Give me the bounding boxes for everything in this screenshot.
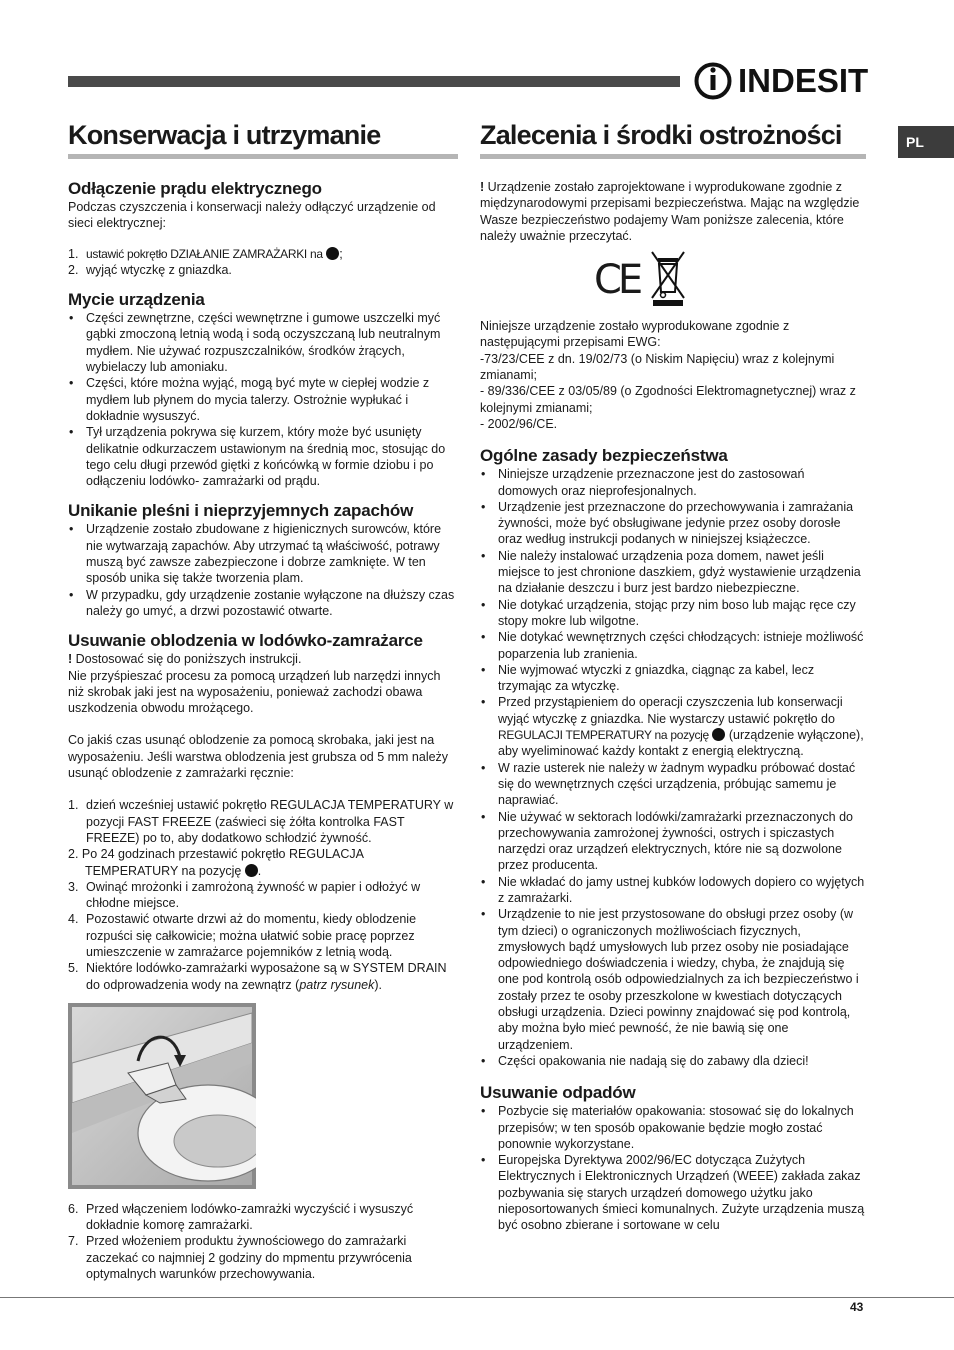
disposal-list: [480, 1103, 866, 1233]
list-item: • W razie usterek nie należy w żadnym wypadku próbować dostać się do wewnętrznych części urządzenia, próbując samemu je naprawiać.: [480, 760, 866, 809]
left-column: [68, 118, 458, 1282]
footer-divider: [0, 1297, 954, 1298]
directive-line: -73/23/CEE z dn. 19/02/73 (o Niskim Napięciu) wraz z kolejnymi zmianami;: [480, 351, 835, 383]
drain-system-illustration: [68, 1003, 256, 1189]
defrost-steps: [68, 797, 458, 846]
weee-bin-icon: [650, 250, 686, 308]
defrost-p2: Co jakiś czas usunąć oblodzenie za pomocą skrobaka, jaki jest na wyposażeniu. Jeśli warstwa oblodzenia jest grubsza od 5 mm należy usunąć oblodzenie z zamrażarki ręcznie:: [68, 733, 449, 781]
directive-line: Niniejsze urządzenie zostało wyprodukowane zgodnie z następującymi przepisami EWG:: [480, 319, 790, 350]
ce-mark-icon: CE: [594, 257, 640, 304]
defrost-steps-cont: [68, 879, 458, 993]
list-item: 7. Przed włożeniem produktu żywnościowego do zamrażarki zaczekać co najmniej 2 godziny do mpmentu przywrócenia optymalnych warunków przechowywania.: [68, 1234, 412, 1282]
language-tab: PL: [898, 126, 954, 158]
left-title: Konserwacja i utrzymanie: [68, 118, 458, 159]
list-item: • Nie dotykać wewnętrznych części chłodzących: istnieje możliwość poparzenia lub zranienia.: [480, 629, 866, 662]
list-item: 3. Owinąć mrożonki i zamrożoną żywność w papier i odłożyć w chłodne miejsce.: [68, 879, 421, 911]
right-title: Zalecenia i środki ostrożności: [480, 118, 866, 159]
defrost-steps-final: [68, 1201, 458, 1282]
heading-mould: Unikanie pleśni i nieprzyjemnych zapachów: [68, 501, 414, 521]
list-item: • Niniejsze urządzenie przeznaczone jest do zastosowań domowych oraz nieprofesjonalnych.: [480, 466, 866, 499]
defrost-warning: ! Dostosować się do poniższych instrukcji.: [68, 652, 302, 667]
list-item: • Części opakowania nie nadają się do zabawy dla dzieci!: [480, 1053, 866, 1069]
right-column: [480, 118, 866, 1234]
cleaning-list: [68, 310, 458, 489]
list-item: 1. ustawić pokrętło DZIAŁANIE ZAMRAŻARKI na ;: [68, 246, 343, 261]
brand-logo: [694, 60, 870, 102]
heading-defrost: Usuwanie oblodzenia w lodówko-zamrażarce: [68, 631, 423, 651]
list-item: • W przypadku, gdy urządzenie zostanie wyłączone na dłuższy czas należy go umyć, a drzwi pozostawić otwarte.: [68, 587, 458, 620]
list-item: • Części zewnętrzne, części wewnętrzne i gumowe uszczelki myć gąbki zmoczoną letnią wodą i sodą oczyszczaną lub neutralnym mydłem. Nie używać rozpuszczalników, środków żrących, wybielaczy lub amoniaku.: [68, 310, 458, 375]
power-off-intro: Podczas czyszczenia i konserwacji należy odłączyć urządzenie od sieci elektrycznej:: [68, 200, 436, 231]
brand-i-icon: [694, 60, 738, 102]
list-item: • Europejska Dyrektywa 2002/96/EC dotycząca Zużytych Elektrycznych i Elektronicznych Urządzeń (WEEE) zakłada zakaz pozbywania się starych urządzeń domowego użytku jako nieposortowanych śmieci komunalnych. Zużyte urządzenia muszą być osobno zbierane i sortowane w celu: [480, 1152, 866, 1233]
list-item: • Nie wkładać do jamy ustnej kubków lodowych dopiero co wyjętych z zamrażarki.: [480, 874, 866, 907]
defrost-p1: Nie przyśpieszać procesu za pomocą urządzeń lub narzędzi innych niż skrobak jaki jest na wyposażeniu, ponieważ zachodzi obawa uszkodzenia obwodu mrożącego.: [68, 668, 441, 716]
heading-disposal: Usuwanie odpadów: [480, 1083, 636, 1103]
certification-marks: [480, 250, 866, 308]
safety-intro: ! Urządzenie zostało zaprojektowane i wyprodukowane zgodnie z międzynarodowymi przepisami bezpieczeństwa. Mając na względzie Wasze bezpieczeństwo podajemy Wam poniższe zalecenia, które należy uważnie przeczytać.: [480, 180, 860, 243]
brand-name: INDESIT: [738, 62, 869, 99]
list-item: • Nie używać w sektorach lodówki/zamrażarki przeznaczonych do przechowywania zamrożonej żywności, ostrych i spiczastych narzędzi oraz urządzeń elektrycznych, które nie są dozwolone przez producenta.: [480, 809, 866, 874]
list-item: • Nie dotykać urządzenia, stojąc przy nim boso lub mając ręce czy stopy mokre lub wilgotne.: [480, 597, 866, 630]
heading-power-off: Odłączenie prądu elektrycznego: [68, 179, 322, 198]
list-item: 4. Pozostawić otwarte drzwi aż do momentu, kiedy oblodzenie rozpuści się całkowicie; można ułatwić sobie pracę poprzez umieszczenie w zamrażarce pojemników z letnią wodą.: [68, 912, 417, 959]
directive-line: - 89/336/CEE z 03/05/89 (o Zgodności Elektromagnetycznej) wraz z kolejnymi zmianami;: [480, 384, 856, 415]
list-item: • Nie należy instalować urządzenia poza domem, nawet jeśli miejsce to jest chronione daszkiem, gdyż wystawienie urządzenia na działanie deszczu i burz jest bardzo niebezpieczne.: [480, 548, 866, 597]
list-item: • Części, które można wyjąć, mogą być myte w ciepłej wodzie z mydłem lub płynem do mycia talerzy. Ostrożnie wypłukać i dokładnie wysuszyć.: [68, 375, 458, 424]
header-bar: [68, 76, 680, 87]
heading-cleaning: Mycie urządzenia: [68, 290, 205, 310]
list-item: 2. wyjąć wtyczkę z gniazdka.: [68, 262, 232, 277]
list-item: • Przed przystąpieniem do operacji czyszczenia lub konserwacji wyjąć wtyczkę z gniazdka. Nie wystarczy ustawić pokrętło do REGULACJI TEMPERATURY na pozycję (urządzenie wyłączone), aby wyeliminować każdy kontakt z energią elektryczną.: [480, 694, 866, 759]
list-item: 5. Niektóre lodówko-zamrażarki wyposażone są w SYSTEM DRAIN do odprowadzenia wody na zewnątrz (patrz rysunek).: [68, 961, 447, 992]
directive-line: - 2002/96/CE.: [480, 416, 558, 431]
general-safety-list: [480, 466, 866, 1069]
knob-off-icon: [326, 247, 339, 260]
list-item: • Urządzenie zostało zbudowane z higienicznych surowców, które nie wytwarzają zapachów. Aby utrzymać tą właściwość, potrawy muszą być zawsze zabezpieczone i dobrze zamknięte. W ten sposób unika się także tworzenia plam.: [68, 521, 458, 586]
list-item: 1. dzień wcześniej ustawić pokrętło REGULACJA TEMPERATURY w pozycji FAST FREEZE (zaświeci się żółta kontrolka FAST FREEZE) po to, aby dodatkowo schłodzić żywność.: [68, 798, 454, 845]
list-item: • Urządzenie to nie jest przystosowane do obsługi przez osoby (w tym dzieci) o ograniczonych możliwościach fizycznych, zmysłowych bądź umysłowych lub przez osoby nie posiadające odpowiedniego doświadczenia i wiedzy, chyba, że znajdują się one pod kontrolą osób odpowiedzialnych za ich bezpieczeństwo i zostały przez te osoby przeszkolone w kwestiach dotyczących obsługi urządzenia. Dzieci powinny znajdować się pod kontrolą, aby można było mieć pewność, że nie bawią się one urządzeniem.: [480, 906, 866, 1053]
power-off-steps: [68, 246, 458, 279]
list-item: • Urządzenie jest przeznaczone do przechowywania i zamrażania żywności, może być obsługiwane jedynie przez osoby dorosłe oraz według instrukcji podanych w niniejszej książeczce.: [480, 499, 866, 548]
mould-list: [68, 521, 458, 619]
knob-off-icon: [712, 728, 725, 741]
knob-off-icon: [245, 864, 258, 877]
list-item: • Pozbycie się materiałów opakowania: stosować się do lokalnych przepisów; w ten sposób opakowanie będzie mogło zostać ponownie wykorzystane.: [480, 1103, 866, 1152]
list-item: • Tył urządzenia pokrywa się kurzem, który może być usunięty delikatnie odkurzaczem ustawionym na średnią moc, stosując do tego celu długi przewód giętki z końcówką w formie dziobu i po odłączeniu lodówko- zamrażarki od prądu.: [68, 424, 458, 489]
defrost-step2: 2. Po 24 godzinach przestawić pokrętło REGULACJA TEMPERATURY na pozycję .: [68, 847, 364, 878]
list-item: 6. Przed włączeniem lodówko-zamrażki wyczyścić i wysuszyć dokładnie komorę zamrażarki.: [68, 1201, 414, 1233]
heading-general-safety: Ogólne zasady bezpieczeństwa: [480, 446, 728, 466]
list-item: • Nie wyjmować wtyczki z gniazdka, ciągnąc za kabel, lecz trzymając za wtyczkę.: [480, 662, 866, 695]
page-number: 43: [850, 1300, 864, 1314]
